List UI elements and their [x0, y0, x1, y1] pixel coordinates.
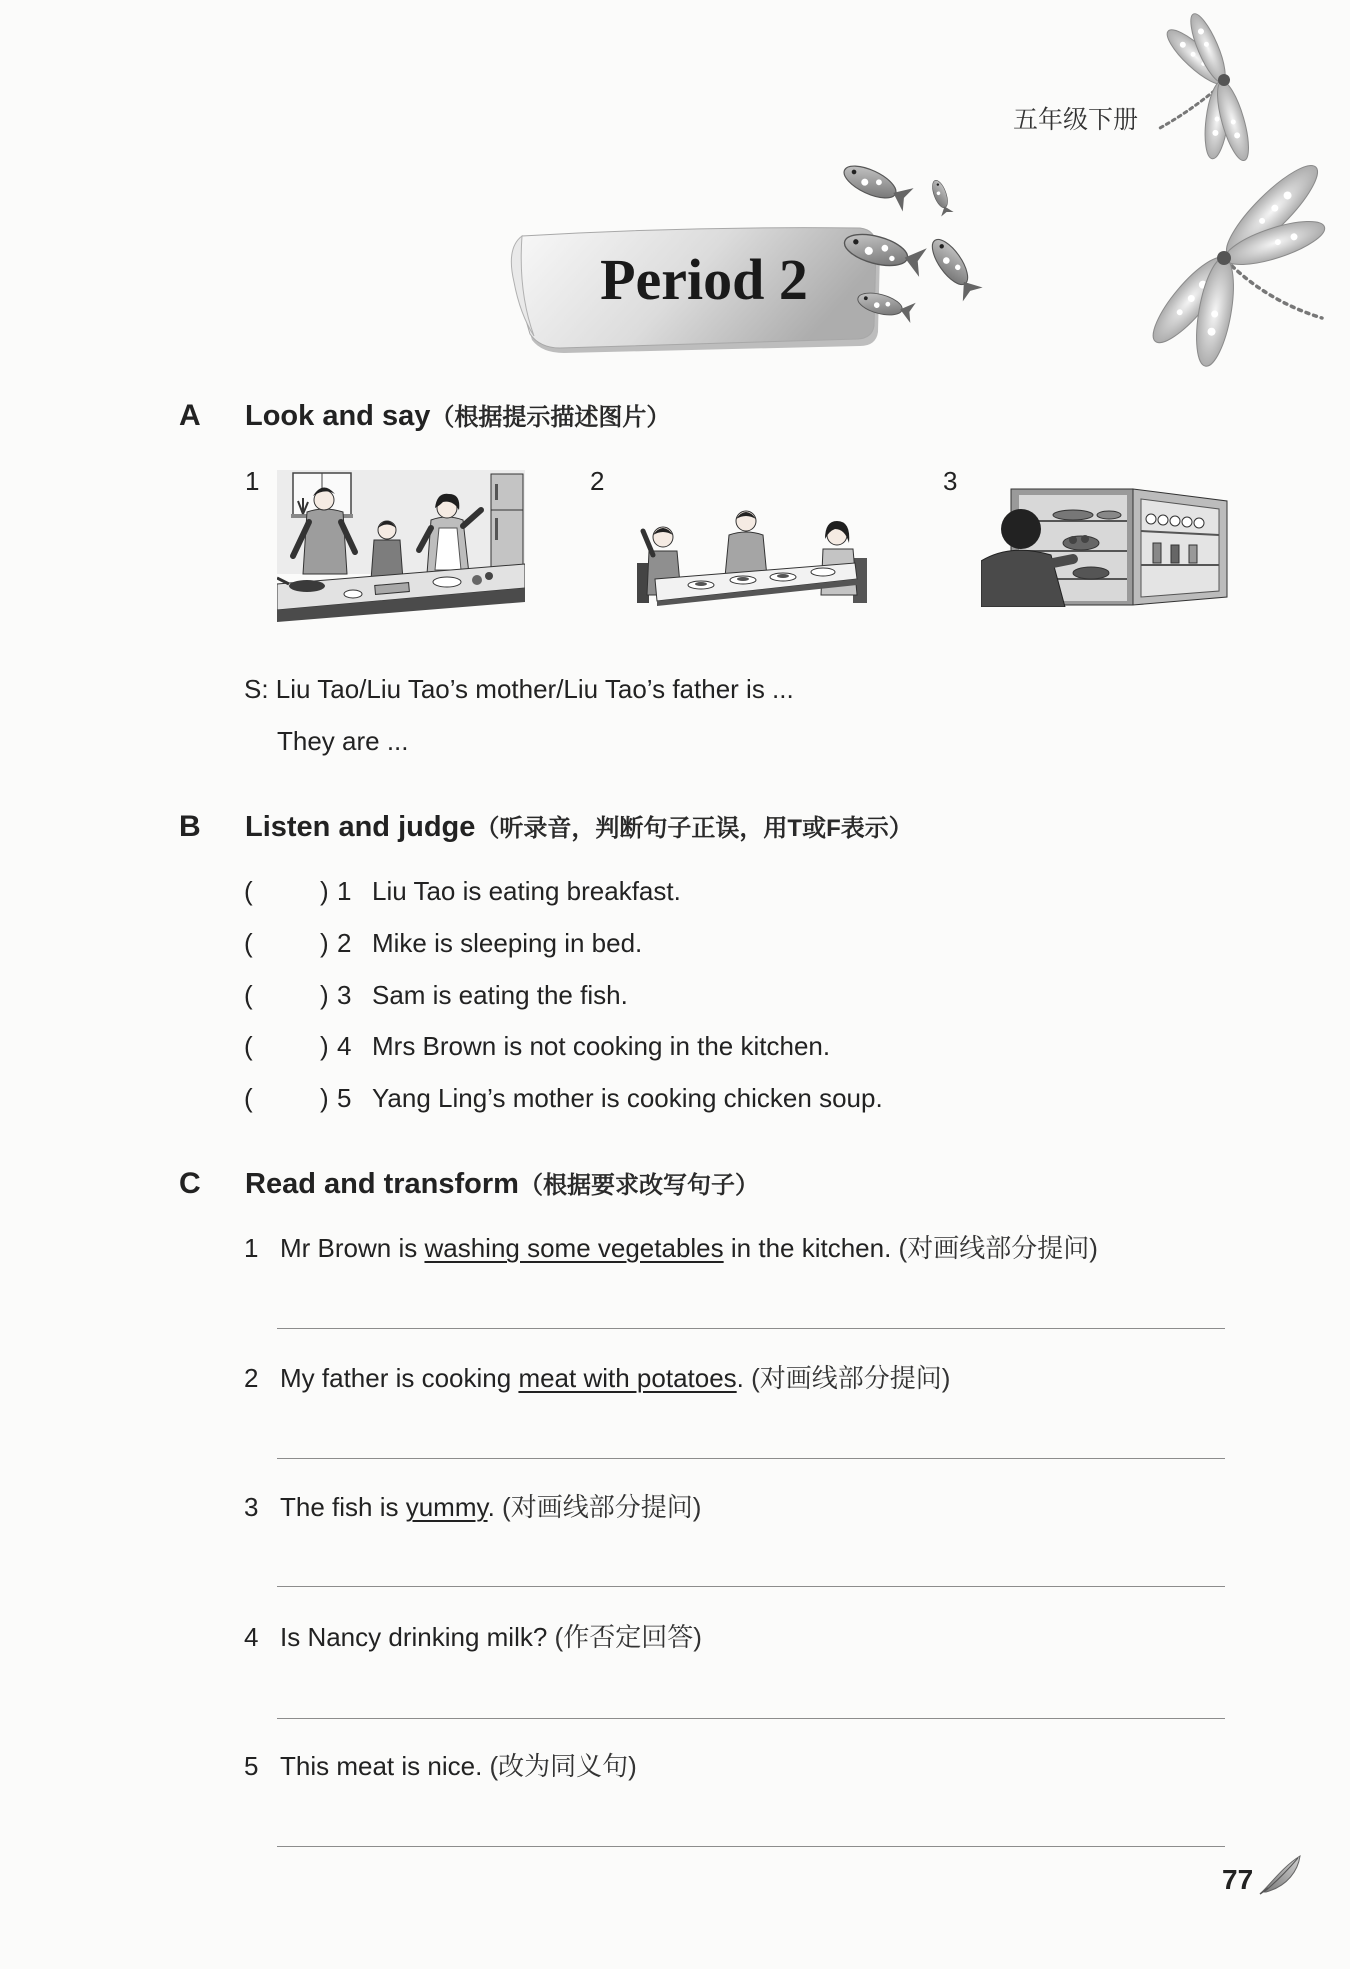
- item-sentence: [280, 1622, 702, 1652]
- underlined-phrase: yummy: [405, 1492, 488, 1522]
- answer-line[interactable]: [277, 1718, 1225, 1719]
- girl-figure: [821, 521, 867, 603]
- item-instruction: (对画线部分提问): [898, 1233, 1098, 1263]
- item-number: 5: [337, 1083, 352, 1113]
- transform-item: [244, 1622, 1244, 1652]
- dragonfly-icon: [1160, 10, 1255, 163]
- answer-bracket-close: ): [320, 1083, 329, 1113]
- judge-item: [244, 1083, 1244, 1113]
- picture-number: 1: [245, 466, 260, 496]
- fish-icon: [839, 158, 914, 211]
- underlined-phrase: meat with potatoes: [518, 1363, 737, 1393]
- transform-item: [244, 1363, 1244, 1393]
- item-sentence: [280, 1363, 950, 1393]
- illustration-kitchen: [277, 470, 525, 622]
- item-text: Mike is sleeping in bed.: [372, 928, 643, 958]
- sentence-text: Is Nancy drinking milk?: [280, 1622, 555, 1652]
- sentence-end: .: [736, 1363, 752, 1393]
- item-number: 2: [244, 1363, 259, 1393]
- item-number: 3: [244, 1492, 259, 1522]
- item-text: Mrs Brown is not cooking in the kitchen.: [372, 1031, 831, 1061]
- section-c-letter: C: [179, 1167, 201, 1200]
- item-instruction: (对画线部分提问): [751, 1363, 951, 1393]
- item-text: Yang Ling’s mother is cooking chicken soup.: [372, 1083, 883, 1113]
- section-b-heading: [245, 810, 913, 849]
- sentence-start: The fish is: [280, 1492, 406, 1522]
- item-sentence: [280, 1233, 1098, 1263]
- item-text: Sam is eating the fish.: [372, 980, 628, 1010]
- grade-label: 五年级下册: [1013, 106, 1139, 134]
- fridge: [491, 474, 523, 572]
- section-a-heading: [245, 399, 670, 438]
- answer-line[interactable]: [277, 1586, 1225, 1587]
- sentence-end: in the kitchen.: [723, 1233, 899, 1263]
- answer-bracket-close: ): [320, 980, 329, 1010]
- item-number: 4: [337, 1031, 352, 1061]
- fish-icon: [925, 233, 983, 301]
- item-instruction: (对画线部分提问): [502, 1492, 702, 1522]
- section-a-note: （根据提示描述图片）: [430, 404, 671, 431]
- section-c-title: Read and transform: [245, 1168, 519, 1200]
- transform-item: [244, 1492, 1244, 1522]
- section-b-note: （听录音，判断句子正误，用T或F表示）: [475, 815, 913, 842]
- judge-item: [244, 928, 1244, 958]
- judge-item: [244, 980, 1244, 1010]
- speaking-prompt: S: Liu Tao/Liu Tao’s mother/Liu Tao’s father is ...: [244, 674, 794, 704]
- item-instruction: (作否定回答): [554, 1622, 702, 1652]
- item-number: 2: [337, 928, 352, 958]
- transform-item: [244, 1751, 1244, 1781]
- section-c-heading: [245, 1167, 759, 1206]
- item-number: 5: [244, 1751, 259, 1781]
- answer-bracket-close: ): [320, 928, 329, 958]
- fish-icon: [841, 227, 927, 277]
- sentence-end: .: [487, 1492, 503, 1522]
- sentence-start: My father is cooking: [280, 1363, 519, 1393]
- item-number: 4: [244, 1622, 259, 1652]
- answer-bracket-close: ): [320, 876, 329, 906]
- transform-item: [244, 1233, 1244, 1263]
- answer-line[interactable]: [277, 1846, 1225, 1847]
- answer-bracket-open: (: [244, 876, 253, 906]
- illustration-dinner: [631, 503, 875, 606]
- section-b-title: Listen and judge: [245, 811, 476, 843]
- page-number: 77: [1222, 1864, 1254, 1895]
- answer-line[interactable]: [277, 1458, 1225, 1459]
- fish-icon: [929, 178, 954, 216]
- answer-bracket-open: (: [244, 980, 253, 1010]
- picture-number: 2: [590, 466, 605, 496]
- item-sentence: [280, 1492, 701, 1522]
- answer-line[interactable]: [277, 1328, 1225, 1329]
- dragonfly-icon: [1143, 155, 1329, 369]
- answer-bracket-close: ): [320, 1031, 329, 1061]
- speaking-prompt-continued: They are ...: [277, 726, 409, 756]
- section-a-letter: A: [179, 399, 201, 432]
- item-number: 1: [337, 876, 352, 906]
- section-b-letter: B: [179, 810, 201, 843]
- item-instruction: (改为同义句): [489, 1751, 637, 1781]
- item-text: Liu Tao is eating breakfast.: [372, 876, 681, 906]
- page-title: Period 2: [600, 247, 808, 312]
- item-sentence: [280, 1751, 637, 1781]
- fish-icon: [855, 288, 915, 323]
- item-number: 1: [244, 1233, 259, 1263]
- answer-bracket-open: (: [244, 928, 253, 958]
- sentence-text: This meat is nice.: [280, 1751, 490, 1781]
- answer-bracket-open: (: [244, 1031, 253, 1061]
- leaf-icon: [1258, 1852, 1304, 1896]
- judge-item: [244, 876, 1244, 906]
- item-number: 3: [337, 980, 352, 1010]
- illustration-fridge: [981, 487, 1228, 607]
- sentence-start: Mr Brown is: [280, 1233, 425, 1263]
- underlined-phrase: washing some vegetables: [424, 1233, 724, 1263]
- picture-number: 3: [943, 466, 958, 496]
- section-c-note: （根据要求改写句子）: [518, 1172, 759, 1199]
- judge-item: [244, 1031, 1244, 1061]
- section-a-title: Look and say: [245, 400, 431, 432]
- father-figure: [725, 511, 767, 577]
- decoration-layer: [800, 0, 1350, 420]
- answer-bracket-open: (: [244, 1083, 253, 1113]
